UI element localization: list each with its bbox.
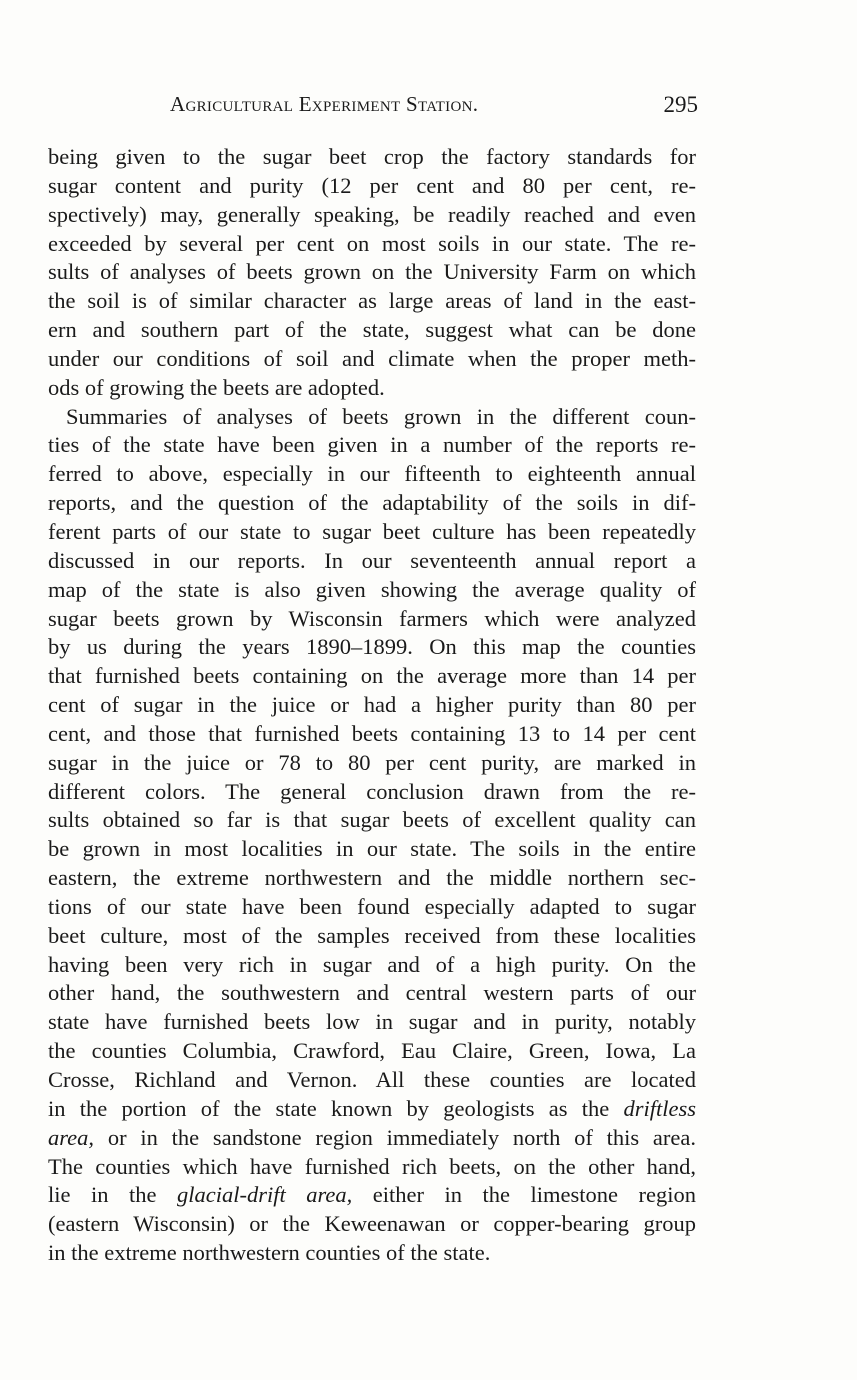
text-run: discussed in our reports. In our seventeenth annual report a	[48, 547, 696, 573]
text-line	[48, 864, 696, 893]
text-run: cent, and those that furnished beets containing 13 to 14 per cent	[48, 720, 696, 746]
text-run: spectively) may, generally speaking, be readily reached and even	[48, 201, 696, 227]
text-line	[48, 806, 696, 835]
text-line	[48, 691, 696, 720]
text-line	[48, 749, 696, 778]
text-run: the counties Columbia, Crawford, Eau Claire, Green, Iowa, La	[48, 1038, 696, 1064]
text-run: ern and southern part of the state, suggest what can be done	[48, 317, 696, 343]
text-run: different colors. The general conclusion drawn from the re-	[48, 778, 696, 804]
text-run: ods of growing the beets are adopted.	[48, 374, 385, 400]
page-number: 295	[663, 92, 698, 117]
text-line	[48, 1095, 696, 1124]
text-run: exceeded by several per cent on most soils in our state. The re-	[48, 230, 696, 256]
text-line	[48, 662, 696, 691]
text-run: lie in the	[48, 1182, 177, 1208]
text-run: Crosse, Richland and Vernon. All these counties are located	[48, 1067, 696, 1092]
running-title: Agricultural Experiment Station.	[170, 92, 479, 116]
text-line	[48, 460, 696, 489]
italic-text: area,	[48, 1124, 95, 1150]
text-line	[48, 489, 696, 518]
text-line	[48, 1210, 696, 1239]
text-run: under our conditions of soil and climate when the proper meth-	[48, 345, 696, 371]
text-run: tions of our state have been found especially adapted to sugar	[48, 893, 696, 919]
text-line	[48, 547, 696, 576]
text-line	[48, 1153, 696, 1182]
text-run: eastern, the extreme northwestern and the middle northern sec-	[48, 865, 696, 891]
text-run: map of the state is also given showing the average quality of	[48, 576, 696, 602]
text-run: that furnished beets containing on the average more than 14 per	[48, 663, 696, 689]
text-line	[48, 1066, 696, 1095]
text-run: Summaries of analyses of beets grown in the different coun-	[66, 403, 696, 429]
text-line	[48, 172, 696, 201]
text-run: state have furnished beets low in sugar and in purity, notably	[48, 1009, 696, 1035]
text-run: other hand, the southwestern and central western parts of our	[48, 980, 696, 1006]
text-line	[48, 1181, 696, 1210]
text-line	[48, 143, 696, 172]
text-line	[48, 951, 696, 980]
italic-text: glacial-drift area,	[177, 1182, 353, 1208]
text-run: in the portion of the state known by geologists as the	[48, 1095, 624, 1121]
text-run: sugar in the juice or 78 to 80 per cent purity, are marked in	[48, 749, 696, 775]
text-line	[48, 374, 696, 403]
italic-text: driftless	[623, 1095, 696, 1121]
text-run: (eastern Wisconsin) or the Keweenawan or copper-bearing group	[48, 1211, 696, 1237]
text-line	[48, 1124, 696, 1153]
text-run: in the extreme northwestern counties of the state.	[48, 1240, 491, 1266]
text-line	[48, 576, 696, 605]
text-run: ties of the state have been given in a number of the reports re-	[48, 432, 696, 458]
text-run: ferred to above, especially in our fifteenth to eighteenth annual	[48, 461, 696, 487]
running-head	[48, 92, 698, 122]
text-line	[48, 230, 696, 259]
text-run: or in the sandstone region immediately north of this area.	[94, 1124, 696, 1150]
text-line	[48, 287, 696, 316]
text-run: the soil is of similar character as large areas of land in the east-	[48, 288, 696, 314]
text-run: beet culture, most of the samples received from these localities	[48, 922, 696, 948]
text-line	[48, 922, 696, 951]
text-line	[48, 1008, 696, 1037]
text-run: by us during the years 1890–1899. On this map the counties	[48, 634, 696, 660]
text-run: either in the limestone region	[352, 1182, 697, 1208]
text-line	[48, 893, 696, 922]
paragraph	[48, 403, 696, 1268]
text-run: sugar content and purity (12 per cent and 80 per cent, re-	[48, 172, 696, 198]
text-run: be grown in most localities in our state. The soils in the entire	[48, 836, 696, 862]
paragraph	[48, 143, 696, 403]
text-line	[48, 316, 696, 345]
text-run: sults of analyses of beets grown on the University Farm on which	[48, 259, 696, 285]
text-line	[48, 1037, 696, 1066]
text-line	[48, 403, 696, 432]
text-line	[48, 720, 696, 749]
text-line	[48, 979, 696, 1008]
text-run: having been very rich in sugar and of a high purity. On the	[48, 951, 696, 977]
text-line	[48, 345, 696, 374]
text-line	[48, 518, 696, 547]
text-run: cent of sugar in the juice or had a higher purity than 80 per	[48, 692, 696, 718]
text-line	[48, 258, 696, 287]
text-run: ferent parts of our state to sugar beet culture has been repeatedly	[48, 518, 696, 544]
text-run: sugar beets grown by Wisconsin farmers which were analyzed	[48, 605, 696, 631]
text-run: reports, and the question of the adaptability of the soils in dif-	[48, 490, 696, 516]
text-run: sults obtained so far is that sugar beets of excellent quality can	[48, 807, 696, 833]
text-run: being given to the sugar beet crop the factory standards for	[48, 144, 696, 169]
text-line	[48, 605, 696, 634]
text-line	[48, 778, 696, 807]
text-line	[48, 201, 696, 230]
text-run: The counties which have furnished rich beets, on the other hand,	[48, 1153, 696, 1179]
text-line	[48, 835, 696, 864]
body-text	[48, 143, 696, 1268]
text-line	[48, 1239, 696, 1268]
text-line	[48, 431, 696, 460]
text-line	[48, 633, 696, 662]
